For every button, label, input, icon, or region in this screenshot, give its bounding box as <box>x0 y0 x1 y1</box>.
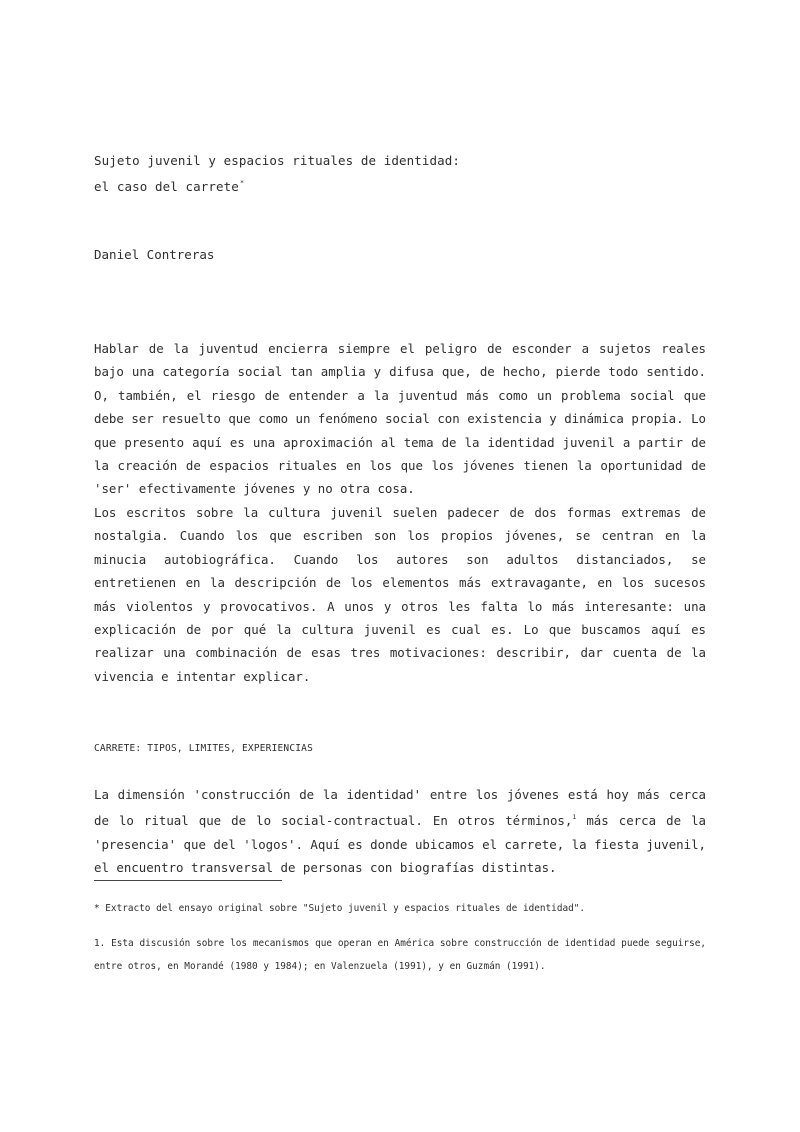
intro-paragraph-1: Hablar de la juventud encierra siempre el peligro de esconder a sujetos reales bajo una categoría social tan amplia y difusa que, de hecho, pierde todo sentido. O, también, el riesgo de entender a la juventud más como un problema social que debe ser resuelto que como un fenómeno social con existencia y dinámica propia. Lo que presento aquí es una aproximación al tema de la identidad juvenil a partir de la creación de espacios rituales en los que los jóvenes tienen la oportunidad de 'ser' efectivamente jóvenes y no otra cosa. <box>94 341 706 497</box>
footnote-1: 1. Esta discusión sobre los mecanismos que operan en América sobre construcción de identidad puede seguirse, entre otros, en Morandé (1980 y 1984); en Valenzuela (1991), y en Guzmán (1991). <box>94 938 706 972</box>
footnote-reference-1[interactable]: 1 <box>572 813 577 822</box>
title-line-1: Sujeto juvenil y espacios rituales de identidad: <box>94 153 461 168</box>
title-footnote-marker: * <box>239 179 245 187</box>
section-paragraph-part-1: La dimensión 'construcción de la identidad' entre los jóvenes está hoy más cerca de lo ritual que de lo social-contractual. En otros términos, <box>94 787 706 829</box>
footnote-asterisk: * Extracto del ensayo original sobre "Sujeto juvenil y espacios rituales de identidad". <box>94 903 586 914</box>
title-line-2 <box>94 172 460 198</box>
document-title <box>94 150 460 198</box>
section-heading: CARRETE: TIPOS, LIMITES, EXPERIENCIAS <box>94 743 314 754</box>
section-paragraph-part-2: más cerca de la 'presencia' que del 'logos'. Aquí es donde ubicamos el carrete, la fiesta juvenil, el encuentro transversal de personas con biografías distintas. <box>94 813 706 876</box>
author-name: Daniel Contreras <box>94 247 215 262</box>
section-paragraph <box>94 783 706 880</box>
intro-paragraph-2: Los escritos sobre la cultura juvenil suelen padecer de dos formas extremas de nostalgia. Cuando los que escriben son los propios jóvenes, se centran en la minucia autobiográfica. Cuando los autores son adultos distanciados, se entretienen en la descripción de los elementos más extravagante, en los sucesos más violentos y provocativos. A unos y otros les falta lo más interesante: una explicación de por qué la cultura juvenil es cual es. Lo que buscamos aquí es realizar una combinación de esas tres motivaciones: describir, dar cuenta de la vivencia e intentar explicar. <box>94 505 706 684</box>
title-line-2-text: el caso del carrete <box>94 179 239 194</box>
footnote-divider <box>94 880 282 881</box>
